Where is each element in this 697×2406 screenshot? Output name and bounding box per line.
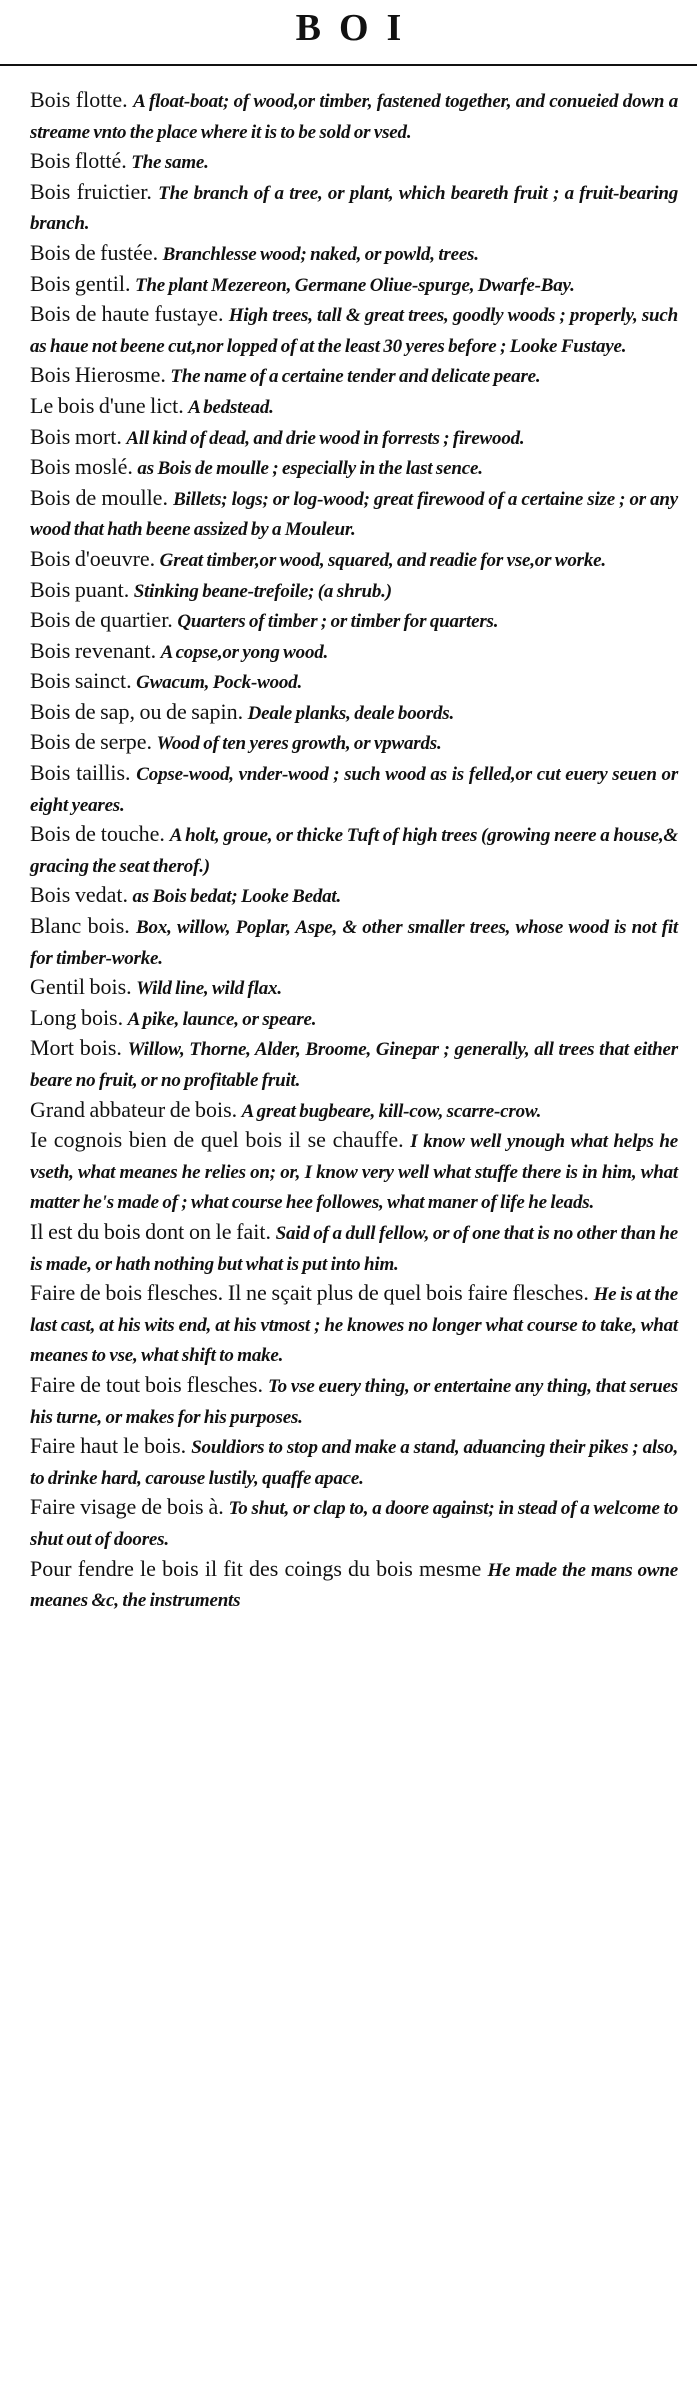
dictionary-entry xyxy=(30,637,678,668)
entry-gloss: A pike, launce, or speare. xyxy=(127,1008,317,1030)
entry-gloss: To shut, or clap to, a doore against; in stead of a welcome to shut out of doores. xyxy=(30,1498,679,1550)
entry-headword: Bois d'oeuvre. xyxy=(30,545,156,571)
entry-gloss: To vse euery thing, or entertaine any thing, that serues his turne, or makes for his purposes. xyxy=(30,1375,678,1428)
dictionary-entry xyxy=(30,973,678,1004)
entry-gloss: Wood of ten yeres growth, or vpwards. xyxy=(156,733,442,755)
entry-gloss: Quarters of timber ; or timber for quarters. xyxy=(177,611,499,633)
entry-gloss: Branchlesse wood; naked, or powld, trees. xyxy=(162,243,479,265)
entry-gloss: A holt, groue, or thicke Tuft of high trees (growing neere a house,& gracing the seat therof.) xyxy=(30,825,678,877)
entry-headword: Pour fendre le bois il fit des coings du bois mesme xyxy=(30,1555,482,1581)
entry-gloss: He made the mans owne meanes &c, the instruments xyxy=(30,1559,678,1612)
dictionary-entry xyxy=(30,912,678,973)
entry-headword: Bois de touche. xyxy=(30,821,165,847)
dictionary-entry xyxy=(30,423,678,454)
dictionary-entry xyxy=(30,1126,678,1218)
entry-headword: Mort bois. xyxy=(30,1035,122,1061)
entry-gloss: The name of a certaine tender and delicate peare. xyxy=(170,366,541,388)
entry-gloss: The same. xyxy=(131,152,209,174)
dictionary-entry xyxy=(30,1034,678,1095)
entry-headword: Bois de fustée. xyxy=(30,239,159,265)
page-header xyxy=(0,0,697,62)
entry-headword: Bois de quartier. xyxy=(30,607,173,633)
entry-headword: Bois vedat. xyxy=(30,882,128,908)
dictionary-entry xyxy=(30,1432,678,1493)
entry-headword: Bois de sap, ou de sapin. xyxy=(30,698,244,724)
dictionary-entry xyxy=(30,239,678,270)
entry-gloss: as Bois bedat; Looke Bedat. xyxy=(132,886,342,908)
entry-headword: Grand abbateur de bois. xyxy=(30,1096,238,1122)
entry-headword: Bois de haute fustaye. xyxy=(30,301,224,327)
dictionary-entry xyxy=(30,1218,678,1279)
entry-gloss: A copse,or yong wood. xyxy=(160,641,329,663)
entry-headword: Bois sainct. xyxy=(30,668,132,694)
entry-gloss: The plant Mezereon, Germane Oliue-spurge, Dwarfe-Bay. xyxy=(134,274,575,296)
dictionary-entry xyxy=(30,178,678,239)
entry-gloss: Wild line, wild flax. xyxy=(136,978,282,1000)
entry-headword: Blanc bois. xyxy=(30,913,130,939)
entry-gloss: I know well ynough what helps he vseth, what meanes he relies on; or, I know very well what stuffe there is in him, what matter he's made of ; what course hee followes, what maner of life he leads. xyxy=(30,1131,678,1214)
entry-headword: Ie cognois bien de quel bois il se chauffe. xyxy=(30,1127,404,1153)
entry-gloss: A float-boat; of wood,or timber, fastened together, and conueied down a streame vnto the place where it is to be sold or vsed. xyxy=(30,91,679,143)
entry-gloss: A bedstead. xyxy=(188,396,274,418)
entry-gloss: Stinking beane-trefoile; (a shrub.) xyxy=(133,580,392,602)
entry-gloss: Great timber,or wood, squared, and readie for vse,or worke. xyxy=(159,549,606,571)
entry-headword: Gentil bois. xyxy=(30,974,132,1000)
dictionary-entry xyxy=(30,147,678,178)
entry-headword: Bois revenant. xyxy=(30,637,157,663)
dictionary-entry xyxy=(30,361,678,392)
entry-gloss: Gwacum, Pock-wood. xyxy=(136,672,303,694)
entry-headword: Faire de bois flesches. Il ne sçait plus de quel bois faire flesches. xyxy=(30,1280,589,1306)
dictionary-entry xyxy=(30,1096,678,1127)
dictionary-entry xyxy=(30,1004,678,1035)
dictionary-entry xyxy=(30,270,678,301)
entry-headword: Long bois. xyxy=(30,1004,124,1030)
dictionary-entry xyxy=(30,300,678,361)
entry-headword: Il est du bois dont on le fait. xyxy=(30,1218,271,1244)
entry-headword: Bois flotté. xyxy=(30,148,127,174)
entry-gloss: High trees, tall & great trees, goodly woods ; properly, such as haue not beene cut,nor lopped of at the least 30 yeres before ; Looke Fustaye. xyxy=(30,305,679,357)
dictionary-entry xyxy=(30,484,678,545)
dictionary-entry xyxy=(30,1555,678,1616)
header-rule xyxy=(0,64,697,66)
entry-headword: Bois de moulle. xyxy=(30,484,168,510)
dictionary-entry xyxy=(30,453,678,484)
dictionary-entry xyxy=(30,392,678,423)
entry-headword: Bois taillis. xyxy=(30,760,131,786)
dictionary-entry xyxy=(30,759,678,820)
entry-headword: Bois mort. xyxy=(30,423,122,449)
dictionary-entry xyxy=(30,576,678,607)
entry-gloss: All kind of dead, and drie wood in forrests ; firewood. xyxy=(126,427,525,449)
entry-gloss: Billets; logs; or log-wood; great firewood of a certaine size ; or any wood that hath beene assized by a Mouleur. xyxy=(30,488,678,541)
entry-headword: Faire haut le bois. xyxy=(30,1433,187,1459)
entry-headword: Bois de serpe. xyxy=(30,729,153,755)
entry-gloss: He is at the last cast, at his wits end, at his vtmost ; he knowes no longer what course to take, what meanes to vse, what shift to make. xyxy=(30,1284,679,1367)
dictionary-entry xyxy=(30,1279,678,1371)
dictionary-entry xyxy=(30,881,678,912)
dictionary-entry xyxy=(30,820,678,881)
running-head: BOI xyxy=(295,7,420,49)
dictionary-entry xyxy=(30,667,678,698)
entry-headword: Bois flotte. xyxy=(30,87,128,112)
entry-headword: Bois Hierosme. xyxy=(30,362,166,388)
entry-gloss: Deale planks, deale boords. xyxy=(247,702,455,724)
entry-gloss: Willow, Thorne, Alder, Broome, Ginepar ; generally, all trees that either beare no fruit, or no profitable fruit. xyxy=(30,1039,678,1091)
entry-list xyxy=(30,86,678,1616)
entry-headword: Bois moslé. xyxy=(30,454,133,480)
entry-gloss: Copse-wood, vnder-wood ; such wood as is felled,or cut euery seuen or eight yeares. xyxy=(30,764,679,816)
entry-gloss: Box, willow, Poplar, Aspe, & other smaller trees, whose wood is not fit for timber-worke. xyxy=(30,917,679,969)
dictionary-entry xyxy=(30,86,678,147)
entry-gloss: Souldiors to stop and make a stand, aduancing their pikes ; also, to drinke hard, carouse lustily, quaffe apace. xyxy=(30,1437,678,1489)
dictionary-entry xyxy=(30,1371,678,1432)
dictionary-entry xyxy=(30,606,678,637)
entry-headword: Faire visage de bois à. xyxy=(30,1494,224,1520)
entry-headword: Le bois d'une lict. xyxy=(30,392,184,418)
dictionary-entry xyxy=(30,1493,678,1554)
entry-gloss: as Bois de moulle ; especially in the last sence. xyxy=(137,458,483,480)
entry-gloss: Said of a dull fellow, or of one that is no other than he is made, or hath nothing but what is put into him. xyxy=(30,1222,678,1275)
dictionary-entry xyxy=(30,698,678,729)
dictionary-entry xyxy=(30,728,678,759)
entry-headword: Faire de tout bois flesches. xyxy=(30,1371,263,1397)
dictionary-entry xyxy=(30,545,678,576)
entry-gloss: A great bugbeare, kill-cow, scarre-crow. xyxy=(241,1100,542,1122)
entry-gloss: The branch of a tree, or plant, which beareth fruit ; a fruit-bearing branch. xyxy=(30,182,679,235)
entry-headword: Bois puant. xyxy=(30,576,130,602)
entry-headword: Bois gentil. xyxy=(30,270,131,296)
entry-headword: Bois fruictier. xyxy=(30,178,152,204)
